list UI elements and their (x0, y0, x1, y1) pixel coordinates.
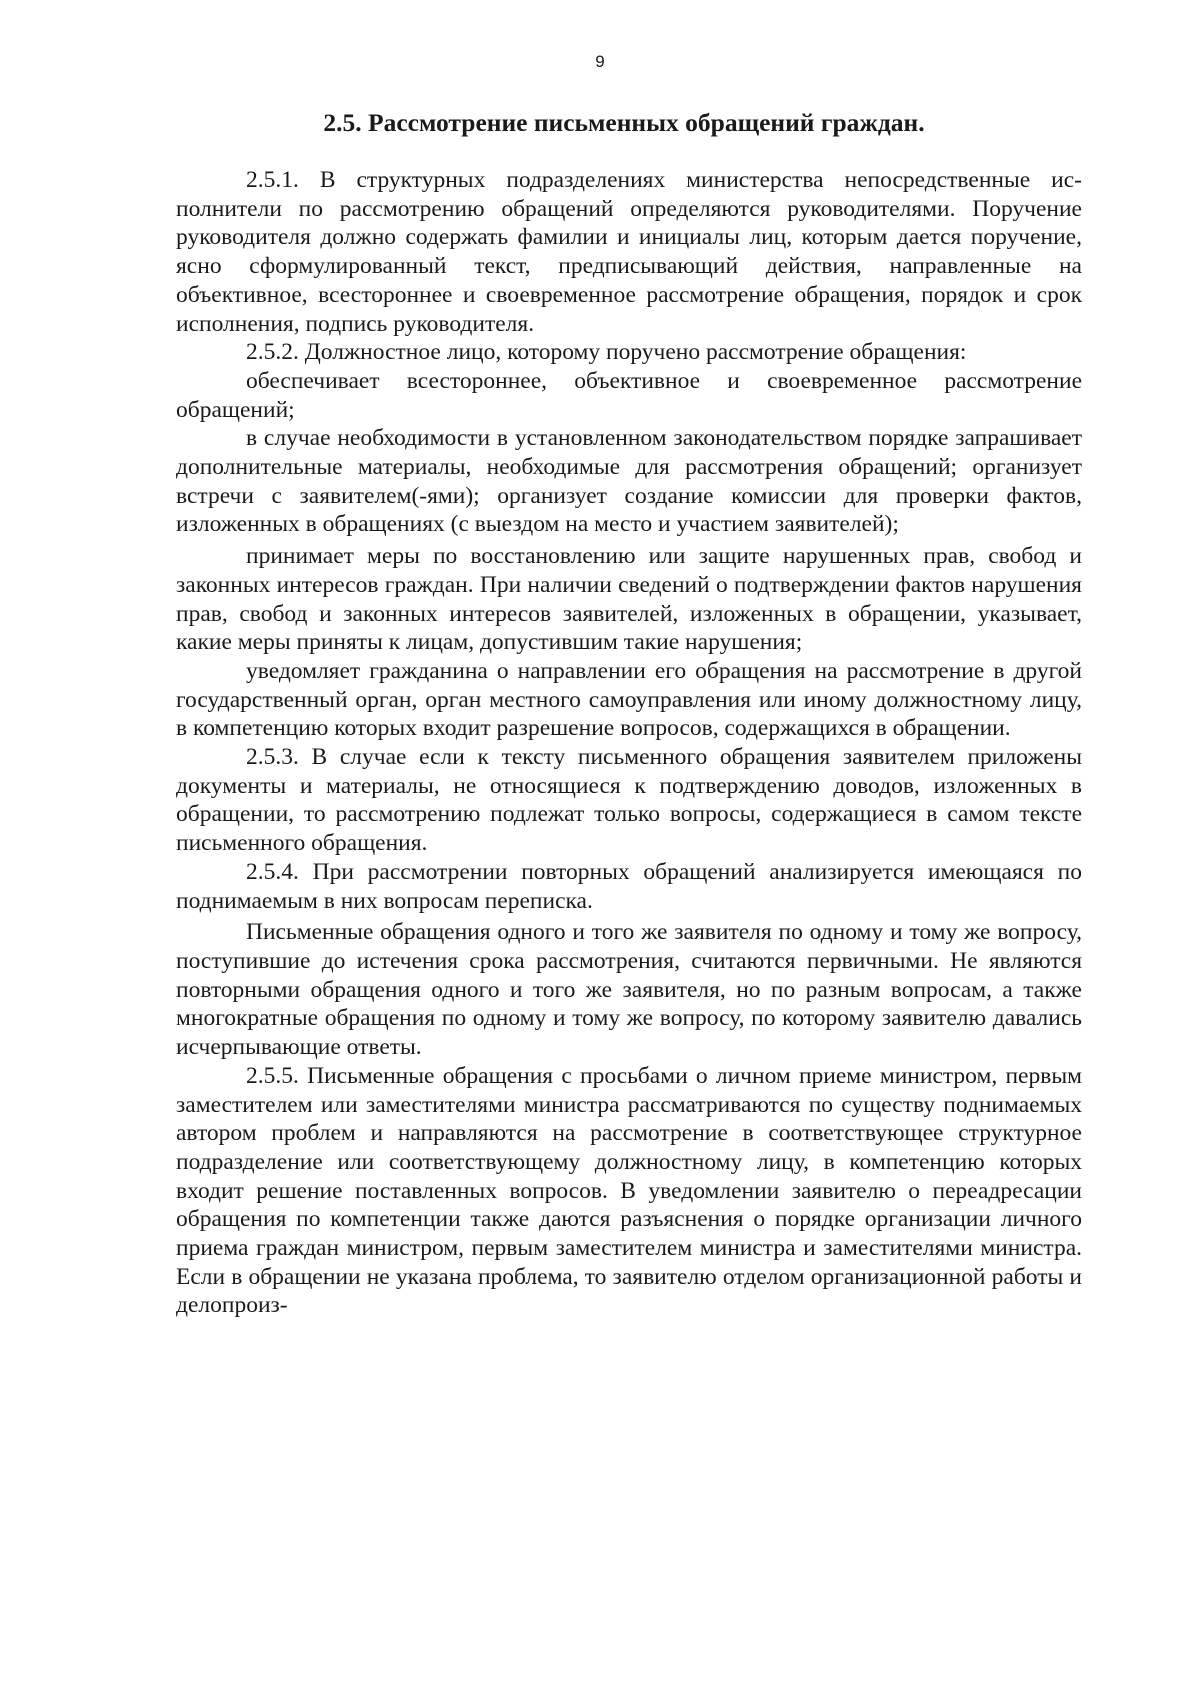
paragraph-2-5-5: 2.5.5. Письменные обращения с просьбами о личном приеме министром, первым заместителем или заместителями министра рассматриваются по существу поднимаемых автором проблем и направляются на рассмотрение в соответствующее структурное подразделение или соответствующему должностному лицу, в компетенцию которых входит решение поставленных вопросов. В уведомлении заявителю о переадресации обращения по компетенции также даются разъяснения о порядке организации личного приема граждан министром, первым заместителем министра и заместителями министра. Если в обращении не указана проблема, то заявителю отделом организационной работы и делопроиз- (176, 1062, 1082, 1319)
paragraph-duty-request: в случае необходимости в установленном законодательством порядке запрашивает дополнительные материалы, необходимые для рассмотрения обращений; организует встречи с заявителем(-ями); организует создание комиссии для проверки фактов, изложенных в обращениях (с выездом на место и участием заявителей); (176, 425, 1082, 538)
paragraph-2-5-4: 2.5.4. При рассмотрении повторных обращений анализируется имеющаяся по поднимаемым в них вопросам переписка. (176, 858, 1082, 914)
paragraph-repeat-appeals: Письменные обращения одного и того же заявителя по одному и тому же вопросу, поступившие до истечения срока рассмотрения, считаются первичными. Не являются повторными обращения одного и того же заявителя, но по разным вопросам, а также многократные обращения по одному и тому же вопросу, по которому заявителю давались исчерпывающие ответы. (176, 919, 1082, 1061)
paragraph-2-5-1: 2.5.1. В структурных подразделениях министерства непосредственные исполнители по рассмотрению обращений определяются руководителями. Поручение руководителя должно содержать фамилии и инициалы лиц, которым дается поручение, ясно сформулированный текст, предписывающий действия, направленные на объективное, всестороннее и своевременное рассмотрение обращения, порядок и срок исполнения, подпись руководителя. (176, 167, 1082, 337)
page-number: 9 (595, 52, 605, 71)
section-heading: 2.5. Рассмотрение письменных обращений граждан. (323, 108, 925, 137)
paragraph-duty-ensure: обеспечивает всестороннее, объективное и своевременное рассмотрение обращений; (176, 367, 1082, 423)
paragraph-2-5-2: 2.5.2. Должностное лицо, которому поручено рассмотрение обращения: (246, 339, 967, 366)
section-body (176, 166, 1082, 1320)
paragraph-duty-notify: уведомляет гражданина о направлении его обращения на рассмотрение в другой государственный орган, орган местного самоуправления или иному должностному лицу, в компетенцию которых входит разрешение вопросов, содержащихся в обращении. (176, 657, 1082, 742)
paragraph-duty-measures: принимает меры по восстановлению или защите нарушенных прав, свобод и законных интересов граждан. При наличии сведений о подтверждении фактов нарушения прав, свобод и законных интересов заявителей, изложенных в обращении, указывает, какие меры приняты к лицам, допустившим такие нарушения; (176, 543, 1082, 656)
paragraph-2-5-3: 2.5.3. В случае если к тексту письменного обращения заявителем приложены документы и материалы, не относящиеся к подтверждению доводов, изложенных в обращении, то рассмотрению подлежат только вопросы, содержащиеся в самом тексте письменного обращения. (176, 744, 1082, 857)
